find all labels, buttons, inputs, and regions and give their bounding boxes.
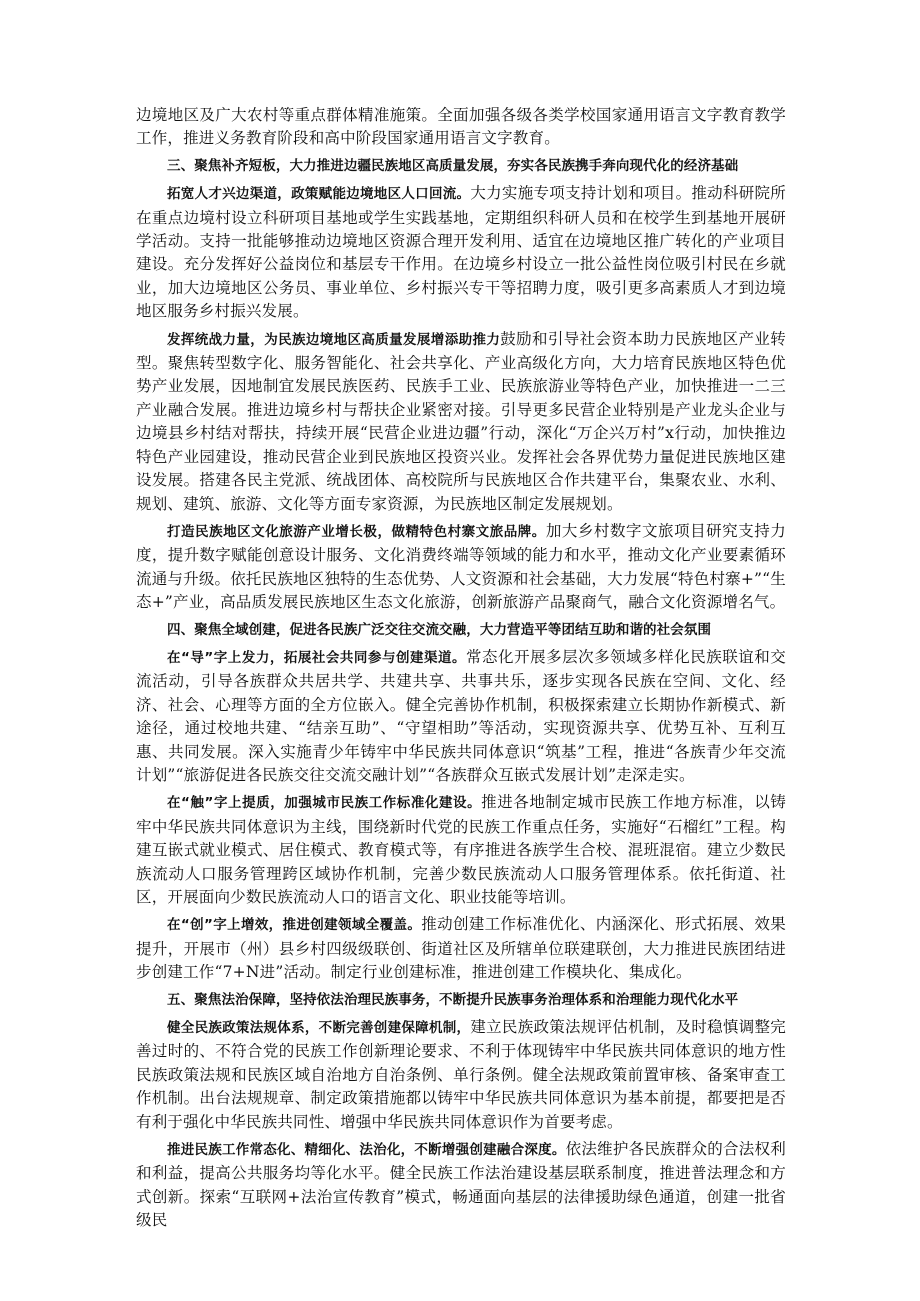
- paragraph-text: 常态化开展多层次多领域多样化民族联谊和交流活动，引导各族群众共居共学、共建共享、共事共乐，逐步实现各民族在空间、文化、经济、社会、心理等方面的全方位嵌入。健全完善协作机制，积极探索建立长期协作新模式、新途径，通过校地共建、“结亲互助”、“守望相助”等活动，实现资源共享、优势互补、互利互惠、共同发展。深入实施青少年铸牢中华民族共同体意识“筑基”工程，推进“各族青少年交流计划”“旅游促进各民族交往交流交融计划”“各族群众互嵌式发展计划”走深走实。: [136, 647, 786, 784]
- paragraph-text: 鼓励和引导社会资本助力民族地区产业转型。聚焦转型数字化、服务智能化、社会共享化、产业高级化方向，大力培育民族地区特色优势产业发展，因地制宜发展民族医药、民族手工业、民族旅游业等特色产业，加快推进一二三产业融合发展。推进边境乡村与帮扶企业紧密对接。引导更多民营企业特别是产业龙头企业与边境县乡村结对帮扶，持续开展“民营企业进边疆”行动，深化“万企兴万村”x行动，加快推边特色产业园建设，推动民营企业到民族地区投资兴业。发挥社会各界优势力量促进民族地区建设发展。搭建各民主党派、统战团体、高校院所与民族地区合作共建平台，集聚农业、水利、规划、建筑、旅游、文化等方面专家资源，为民族地区制定发展规划。: [136, 329, 786, 513]
- paragraph-lead: 拓宽人才兴边渠道，政策赋能边境地区人口回流。: [167, 186, 471, 203]
- paragraph: [136, 520, 786, 615]
- paragraph-lead: 在“导”字上发力，拓展社会共同参与创建渠道。: [167, 649, 467, 666]
- paragraph: [136, 1016, 786, 1134]
- paragraph-lead: 发挥统战力量，为民族边境地区高质量发展增添助推力: [167, 331, 501, 348]
- paragraph-lead: 健全民族政策法规体系，不断完善创建保障机制，: [167, 1020, 471, 1037]
- paragraph-text: 边境地区及广大农村等重点群体精准施策。全面加强各级各类学校国家通用语言文字教育教学工作，推进义务教育阶段和高中阶段国家通用语言文字教育。: [136, 106, 786, 148]
- paragraph: [136, 913, 786, 984]
- paragraph: [136, 104, 786, 151]
- paragraph-lead: 在“触”字上提质，加强城市民族工作标准化建设。: [167, 795, 482, 812]
- paragraph-text: 建立民族政策法规评估机制，及时稳慎调整完善过时的、不符合党的民族工作创新理论要求、不利于体现铸牢中华民族共同体意识的地方性民族政策法规和民族区域自治地方自治条例、单行条例。健全法规政策前置审核、备案审查工作机制。出台法规规章、制定政策措施都以铸牢中华民族共同体意识为基本前提，都要把是否有利于强化中华民族共同性、增强中华民族共同体意识作为首要考虑。: [136, 1018, 786, 1131]
- section-heading: 三、聚焦补齐短板，大力推进边疆民族地区高质量发展，夯实各民族携手奔向现代化的经济基础: [167, 157, 739, 174]
- paragraph-text: 依法维护各民族群众的合法权利和利益，提高公共服务均等化水平。健全民族工作法治建设基层联系制度，推进普法理念和方式创新。探索“互联网+法治宣传教育”模式，畅通面向基层的法律援助绿色通道，创建一批省级民: [136, 1140, 786, 1230]
- paragraph: [136, 328, 786, 516]
- section-heading: 五、聚焦法治保障，坚持依法治理民族事务，不断提升民族事务治理体系和治理能力现代化水平: [167, 991, 739, 1008]
- paragraph-lead: 推进民族工作常态化、精细化、法治化，不断增强创建融合深度。: [167, 1142, 566, 1159]
- paragraph: [136, 646, 786, 787]
- paragraph-text: 大力实施专项支持计划和项目。推动科研院所在重点边境村设立科研项目基地或学生实践基地，定期组织科研人员和在校学生到基地开展研学活动。支持一批能够推动边境地区资源合理开发利用、适宜在边境地区推广转化的产业项目建设。充分发挥好公益岗位和基层专干作用。在边境乡村设立一批公益性岗位吸引村民在乡就业，加大边境地区公务员、事业单位、乡村振兴专干等招聘力度，吸引更多高素质人才到边境地区服务乡村振兴发展。: [136, 184, 786, 321]
- paragraph: [136, 791, 786, 909]
- paragraph-lead: 在“创”字上增效，推进创建领域全覆盖。: [167, 917, 422, 934]
- spacer: [136, 1233, 786, 1237]
- paragraph-text: 推进各地制定城市民族工作地方标准，以铸牢中华民族共同体意识为主线，围绕新时代党的民族工作重点任务，实施好“石榴红”工程。构建互嵌式就业模式、居住模式、教育模式等，有序推进各族学生合校、混班混宿。建立少数民族流动人口服务管理跨区域协作机制，完善少数民族流动人口服务管理体系。依托街道、社区，开展面向少数民族流动人口的语言文化、职业技能等培训。: [136, 793, 786, 906]
- paragraph: [136, 182, 786, 323]
- paragraph-lead: 打造民族地区文化旅游产业增长极，做精特色村寨文旅品牌。: [167, 523, 546, 540]
- document-body: [136, 104, 786, 1237]
- section-heading: 四、聚焦全域创建，促进各民族广泛交往交流交融，大力营造平等团结互助和谐的社会氛围: [167, 621, 712, 638]
- paragraph-text: 推动创建工作标准优化、内涵深化、形式拓展、效果提升，开展市（州）县乡村四级级联创、街道社区及所辖单位联建联创，大力推进民族团结进步创建工作“7+N进”活动。制定行业创建标准，推进创建工作模块化、集成化。: [136, 915, 786, 982]
- paragraph-text: 加大乡村数字文旅项目研究支持力度，提升数字赋能创意设计服务、文化消费终端等领域的能力和水平，推动文化产业要素循环流通与升级。依托民族地区独特的生态优势、人文资源和社会基础，大力发展“特色村寨+”“生态+”产业，高品质发展民族地区生态文化旅游，创新旅游产品聚商气，融合文化资源增名气。: [136, 521, 786, 612]
- paragraph: [136, 1138, 786, 1233]
